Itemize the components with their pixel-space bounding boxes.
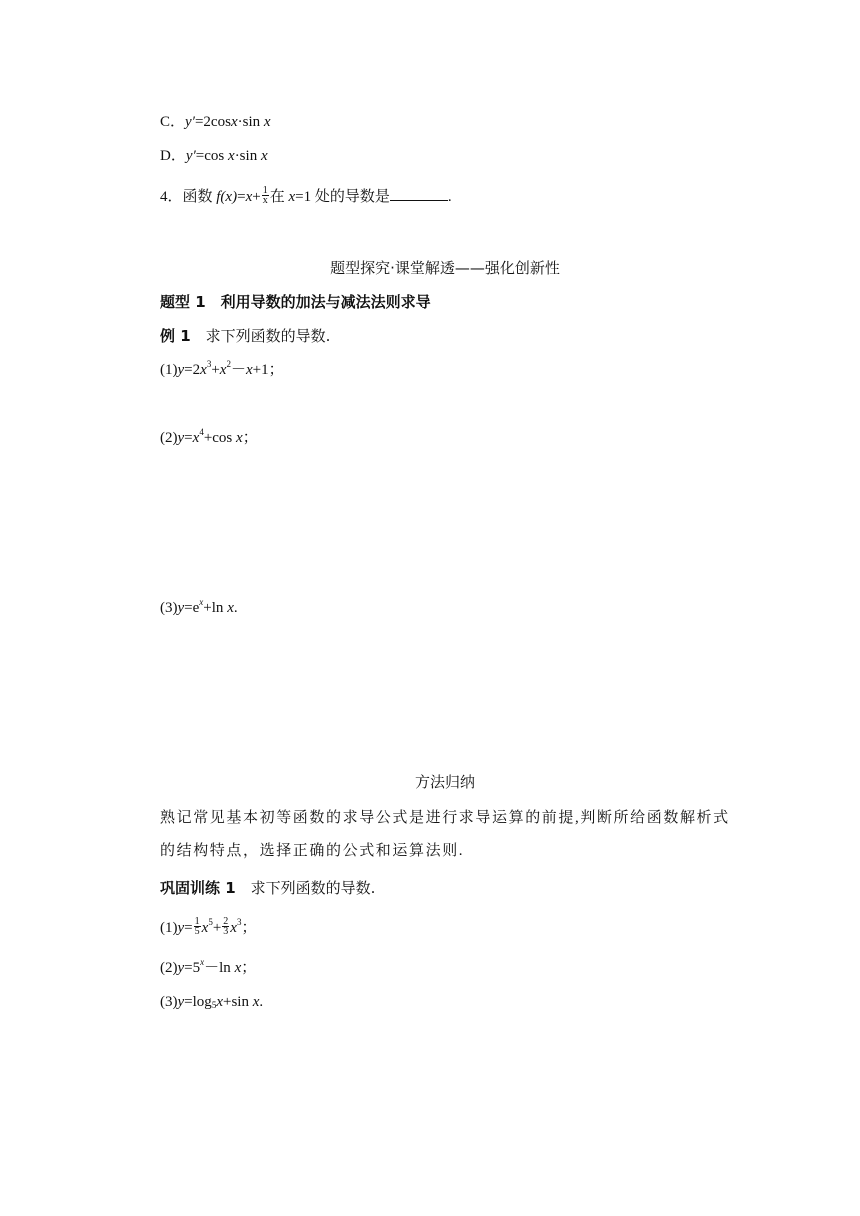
var-x: x (260, 148, 268, 164)
item-expr: = (184, 920, 193, 936)
item-expr: =log (184, 994, 212, 1010)
frac-numerator: 2 (223, 916, 229, 928)
q4-eq: = (237, 189, 246, 205)
exponent: 3 (236, 917, 242, 927)
var-x: x (288, 189, 296, 205)
var-x: x (252, 994, 260, 1010)
example-label: 例 1 (160, 327, 191, 345)
option-c (160, 112, 271, 132)
var-x: x (200, 362, 207, 378)
exercise-label: 巩固训练 1 (160, 879, 236, 897)
option-d (160, 146, 268, 166)
item-op: + (212, 920, 222, 936)
item-prefix: (2) (160, 960, 178, 976)
var-x: x (245, 189, 253, 205)
item-end: . (259, 994, 264, 1010)
example-text: 求下列函数的导数. (190, 327, 331, 345)
item-op: +ln (203, 600, 228, 616)
var-x: x (234, 960, 242, 976)
exponent: x (200, 957, 205, 967)
option-c-expr: =2cos (194, 114, 231, 130)
item-expr: = (184, 430, 193, 446)
frac-denominator: 3 (223, 926, 229, 938)
var-x: x (245, 362, 253, 378)
item-expr: =2 (184, 362, 201, 378)
item-end: ； (241, 960, 257, 976)
var-y: y (177, 920, 185, 936)
var-y: y (177, 994, 185, 1010)
item-prefix: (3) (160, 994, 178, 1010)
var-x: x (230, 114, 238, 130)
exercise-item-2 (160, 958, 256, 978)
q4-func: f(x) (216, 189, 238, 205)
item-end: . (233, 600, 238, 616)
var-x: x (216, 994, 223, 1010)
frac-numerator: 1 (262, 185, 268, 197)
item-end: ； (242, 430, 258, 446)
exponent: 2 (226, 359, 231, 369)
q4-prefix: 4．函数 (160, 189, 217, 205)
var-y-prime: y′ (185, 148, 196, 164)
q4-fraction (262, 186, 269, 205)
example-item-3 (160, 598, 238, 618)
q4-plus: + (252, 189, 261, 205)
q4-end: . (447, 189, 452, 205)
option-d-expr: =cos (195, 148, 229, 164)
option-d-sin: ·sin (234, 148, 261, 164)
method-title: 方法归纳 (414, 773, 475, 791)
var-y: y (177, 430, 185, 446)
option-c-label: C． (160, 114, 186, 130)
item-prefix: (1) (160, 920, 178, 936)
fraction (194, 917, 201, 936)
item-prefix: (2) (160, 430, 178, 446)
frac-denominator: 5 (194, 926, 200, 938)
method-text (160, 802, 740, 868)
var-y: y (177, 960, 185, 976)
exercise-1 (160, 878, 375, 899)
answer-blank (390, 186, 448, 201)
type-1-heading: 题型 1 利用导数的加法与减法法则求导 (160, 293, 431, 311)
item-op: －ln (204, 960, 235, 976)
var-x: x (201, 920, 209, 936)
example-1 (160, 326, 330, 347)
exponent: 5 (208, 917, 213, 927)
var-y-prime: y′ (185, 114, 195, 130)
example-item-1 (160, 360, 284, 380)
var-x: x (192, 430, 200, 446)
fraction (222, 917, 229, 936)
item-end: ； (241, 920, 257, 936)
q4-at: 在 (269, 189, 289, 205)
example-item-2 (160, 428, 258, 448)
section-heading: 题型探究·课堂解透——强化创新性 (330, 259, 560, 277)
var-x: x (219, 362, 227, 378)
item-expr: =5 (184, 960, 201, 976)
exponent: 4 (199, 427, 204, 437)
q4-text: =1 处的导数是 (295, 189, 390, 205)
option-d-label: D． (160, 148, 186, 164)
item-prefix: (1) (160, 362, 178, 378)
item-expr: =e (184, 600, 200, 616)
exercise-item-1 (160, 918, 256, 938)
item-op: － (230, 362, 246, 378)
item-prefix: (3) (160, 600, 178, 616)
frac-numerator: 1 (194, 916, 200, 928)
exponent: x (199, 597, 204, 607)
option-c-sin: ·sin (237, 114, 264, 130)
item-end: +1； (252, 362, 284, 378)
var-x: x (263, 114, 271, 130)
item-op: + (211, 362, 220, 378)
var-y: y (177, 600, 185, 616)
var-x: x (227, 600, 234, 616)
log-base: 5 (211, 1000, 217, 1010)
var-x: x (228, 148, 235, 164)
item-op: +cos (203, 430, 237, 446)
method-text-body: 熟记常见基本初等函数的求导公式是进行求导运算的前提,判断所给函数解析式的结构特点，选择正确的公式和运算法则. (160, 810, 730, 859)
var-x: x (230, 920, 237, 936)
var-x: x (236, 430, 243, 446)
frac-denominator: x (262, 195, 268, 207)
var-y: y (177, 362, 185, 378)
item-op: +sin (222, 994, 253, 1010)
question-4 (160, 186, 452, 207)
exercise-text: 求下列函数的导数. (235, 879, 376, 897)
exercise-item-3 (160, 992, 263, 1012)
exponent: 3 (206, 359, 212, 369)
